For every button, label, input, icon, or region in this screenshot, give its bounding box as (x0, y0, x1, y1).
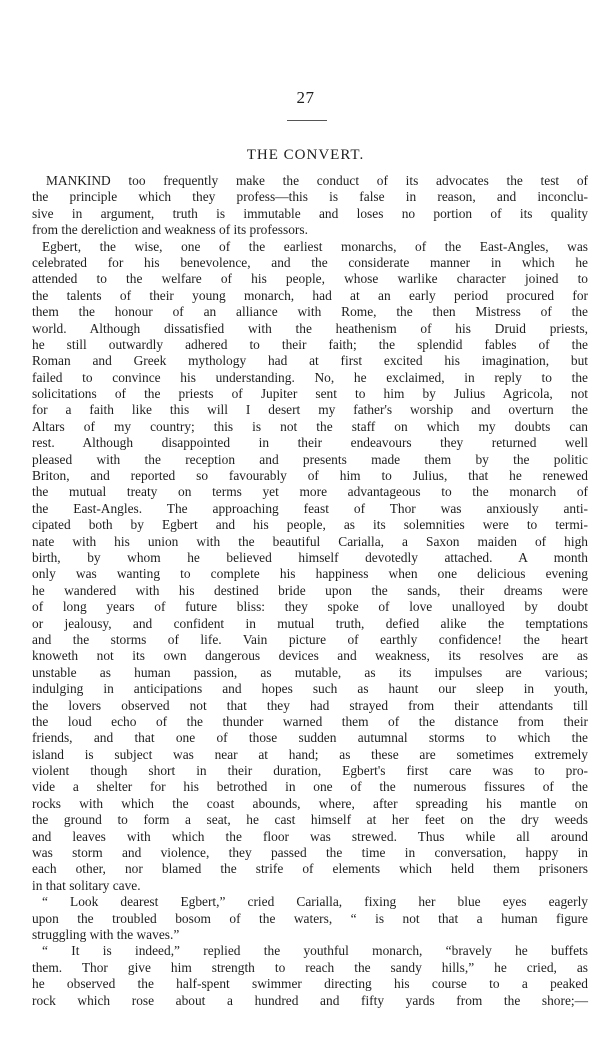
text-line: in that solitary cave. (32, 877, 141, 893)
text-line: the lovers observed not that they had strayed from their attendants till (32, 697, 588, 713)
text-line: or jealousy, and confident in mutual truth, defied alike the temptations (32, 615, 588, 631)
text-line: unstable as human passion, as mutable, as its impulses are various; (32, 664, 588, 680)
text-line: was storm and violence, they passed the time in conversation, happy in (32, 845, 588, 861)
text-line: for a faith like this will I desert my father's worship and overturn the (32, 402, 588, 418)
body-text (32, 173, 588, 1009)
text-line: world. Although dissatisfied with the heathenism of his Druid priests, (32, 320, 588, 336)
text-line: “ It is indeed,” replied the youthful monarch, “bravely he buffets (42, 943, 588, 959)
text-line: them the honour of an alliance with Rome, the then Mistress of the (32, 304, 588, 320)
text-line: knoweth not its own dangerous devices and weakness, its resolves are as (32, 648, 588, 664)
text-line: and leaves with which the floor was strewed. Thus while all around (32, 828, 588, 844)
text-line: the talents of their young monarch, had at an early period procured for (32, 287, 588, 303)
text-line: Egbert, the wise, one of the earliest monarchs, of the East-Angles, was (42, 238, 588, 254)
text-line: each other, nor blamed the strife of elements which held them prisoners (32, 861, 588, 877)
text-line: island is subject was near at hand; as these are sometimes extremely (32, 746, 588, 762)
text-line: friends, and that one of those sudden autumnal storms to which the (32, 730, 588, 746)
text-line: of long years of future bliss: they spoke of love unalloyed by doubt (32, 599, 588, 615)
text-line: nate with his union with the beautiful Carialla, a Saxon maiden of high (32, 533, 588, 549)
text-line: birth, by whom he believed himself devotedly attached. A month (32, 549, 588, 565)
text-line: rest. Although disappointed in their endeavours they returned well (32, 435, 588, 451)
text-line: MANKIND too frequently make the conduct of its advocates the test of (46, 173, 588, 188)
text-line: failed to convince his understanding. No, he exclaimed, in reply to the (32, 369, 588, 385)
text-line: upon the troubled bosom of the waters, “ is not that a human figure (32, 910, 588, 926)
text-line: vide a shelter for his betrothed in one of the numerous fissures of the (32, 779, 588, 795)
text-line: celebrated for his benevolence, and the considerate manner in which he (32, 254, 588, 270)
text-line: he still outwardly adhered to their faith; the splendid fables of the (32, 336, 588, 352)
text-line: rock which rose about a hundred and fifty yards from the shore;— (32, 992, 588, 1008)
text-line: only was wanting to complete his happiness when one delicious evening (32, 566, 588, 582)
text-line: pleased with the reception and presents made them by the politic (32, 451, 588, 467)
text-line: he observed the half-spent swimmer directing his course to a peaked (32, 976, 588, 992)
text-line: the ground to form a seat, he cast himself at her feet on the dry weeds (32, 812, 588, 828)
text-line: Altars of my country; this is not the staff on which my doubts can (32, 418, 588, 434)
text-line: Roman and Greek mythology had at first excited his imagination, but (32, 353, 588, 369)
text-line: from the dereliction and weakness of its professors. (32, 222, 308, 238)
text-line: indulging in anticipations and hopes such as haunt our sleep in youth, (32, 681, 588, 697)
text-line: “ Look dearest Egbert,” cried Carialla, fixing her blue eyes eagerly (42, 894, 588, 910)
text-line: solicitations of the priests of Jupiter sent to him by Julius Agricola, not (32, 386, 588, 402)
text-line: cipated both by Egbert and his people, as its solemnities were to termi- (32, 517, 588, 533)
text-line: the loud echo of the thunder warned them of the distance from their (32, 713, 588, 729)
header-rule (287, 120, 327, 121)
text-line: and the storms of life. Vain picture of earthly confidence! the heart (32, 631, 588, 647)
text-line: Briton, and reported so favourably of him to Julius, that he renewed (32, 468, 588, 484)
text-line: rocks with which the coast abounds, where, after spreading his mantle on (32, 795, 588, 811)
chapter-title: THE CONVERT. (246, 147, 365, 163)
text-line: he wandered with his destined bride upon the sands, their dreams were (32, 582, 588, 598)
text-line: struggling with the waves.” (32, 926, 180, 942)
text-line: the mutual treaty on terms yet more advantageous to the monarch of (32, 484, 588, 500)
text-line: violent though short in their duration, Egbert's first care was to pro- (32, 763, 588, 779)
text-line: attended to the welfare of his people, whose warlike character joined to (32, 271, 588, 287)
text-line: them. Thor give him strength to reach the sandy hills,” he cried, as (32, 959, 588, 975)
text-line: sive in argument, truth is immutable and loses no portion of its quality (32, 205, 588, 221)
text-line: the principle which they profess—this is false in reason, and inconclu- (32, 189, 588, 205)
page-number: 27 (296, 88, 315, 107)
text-line: the East-Angles. The approaching feast of Thor was anxiously anti- (32, 500, 588, 516)
